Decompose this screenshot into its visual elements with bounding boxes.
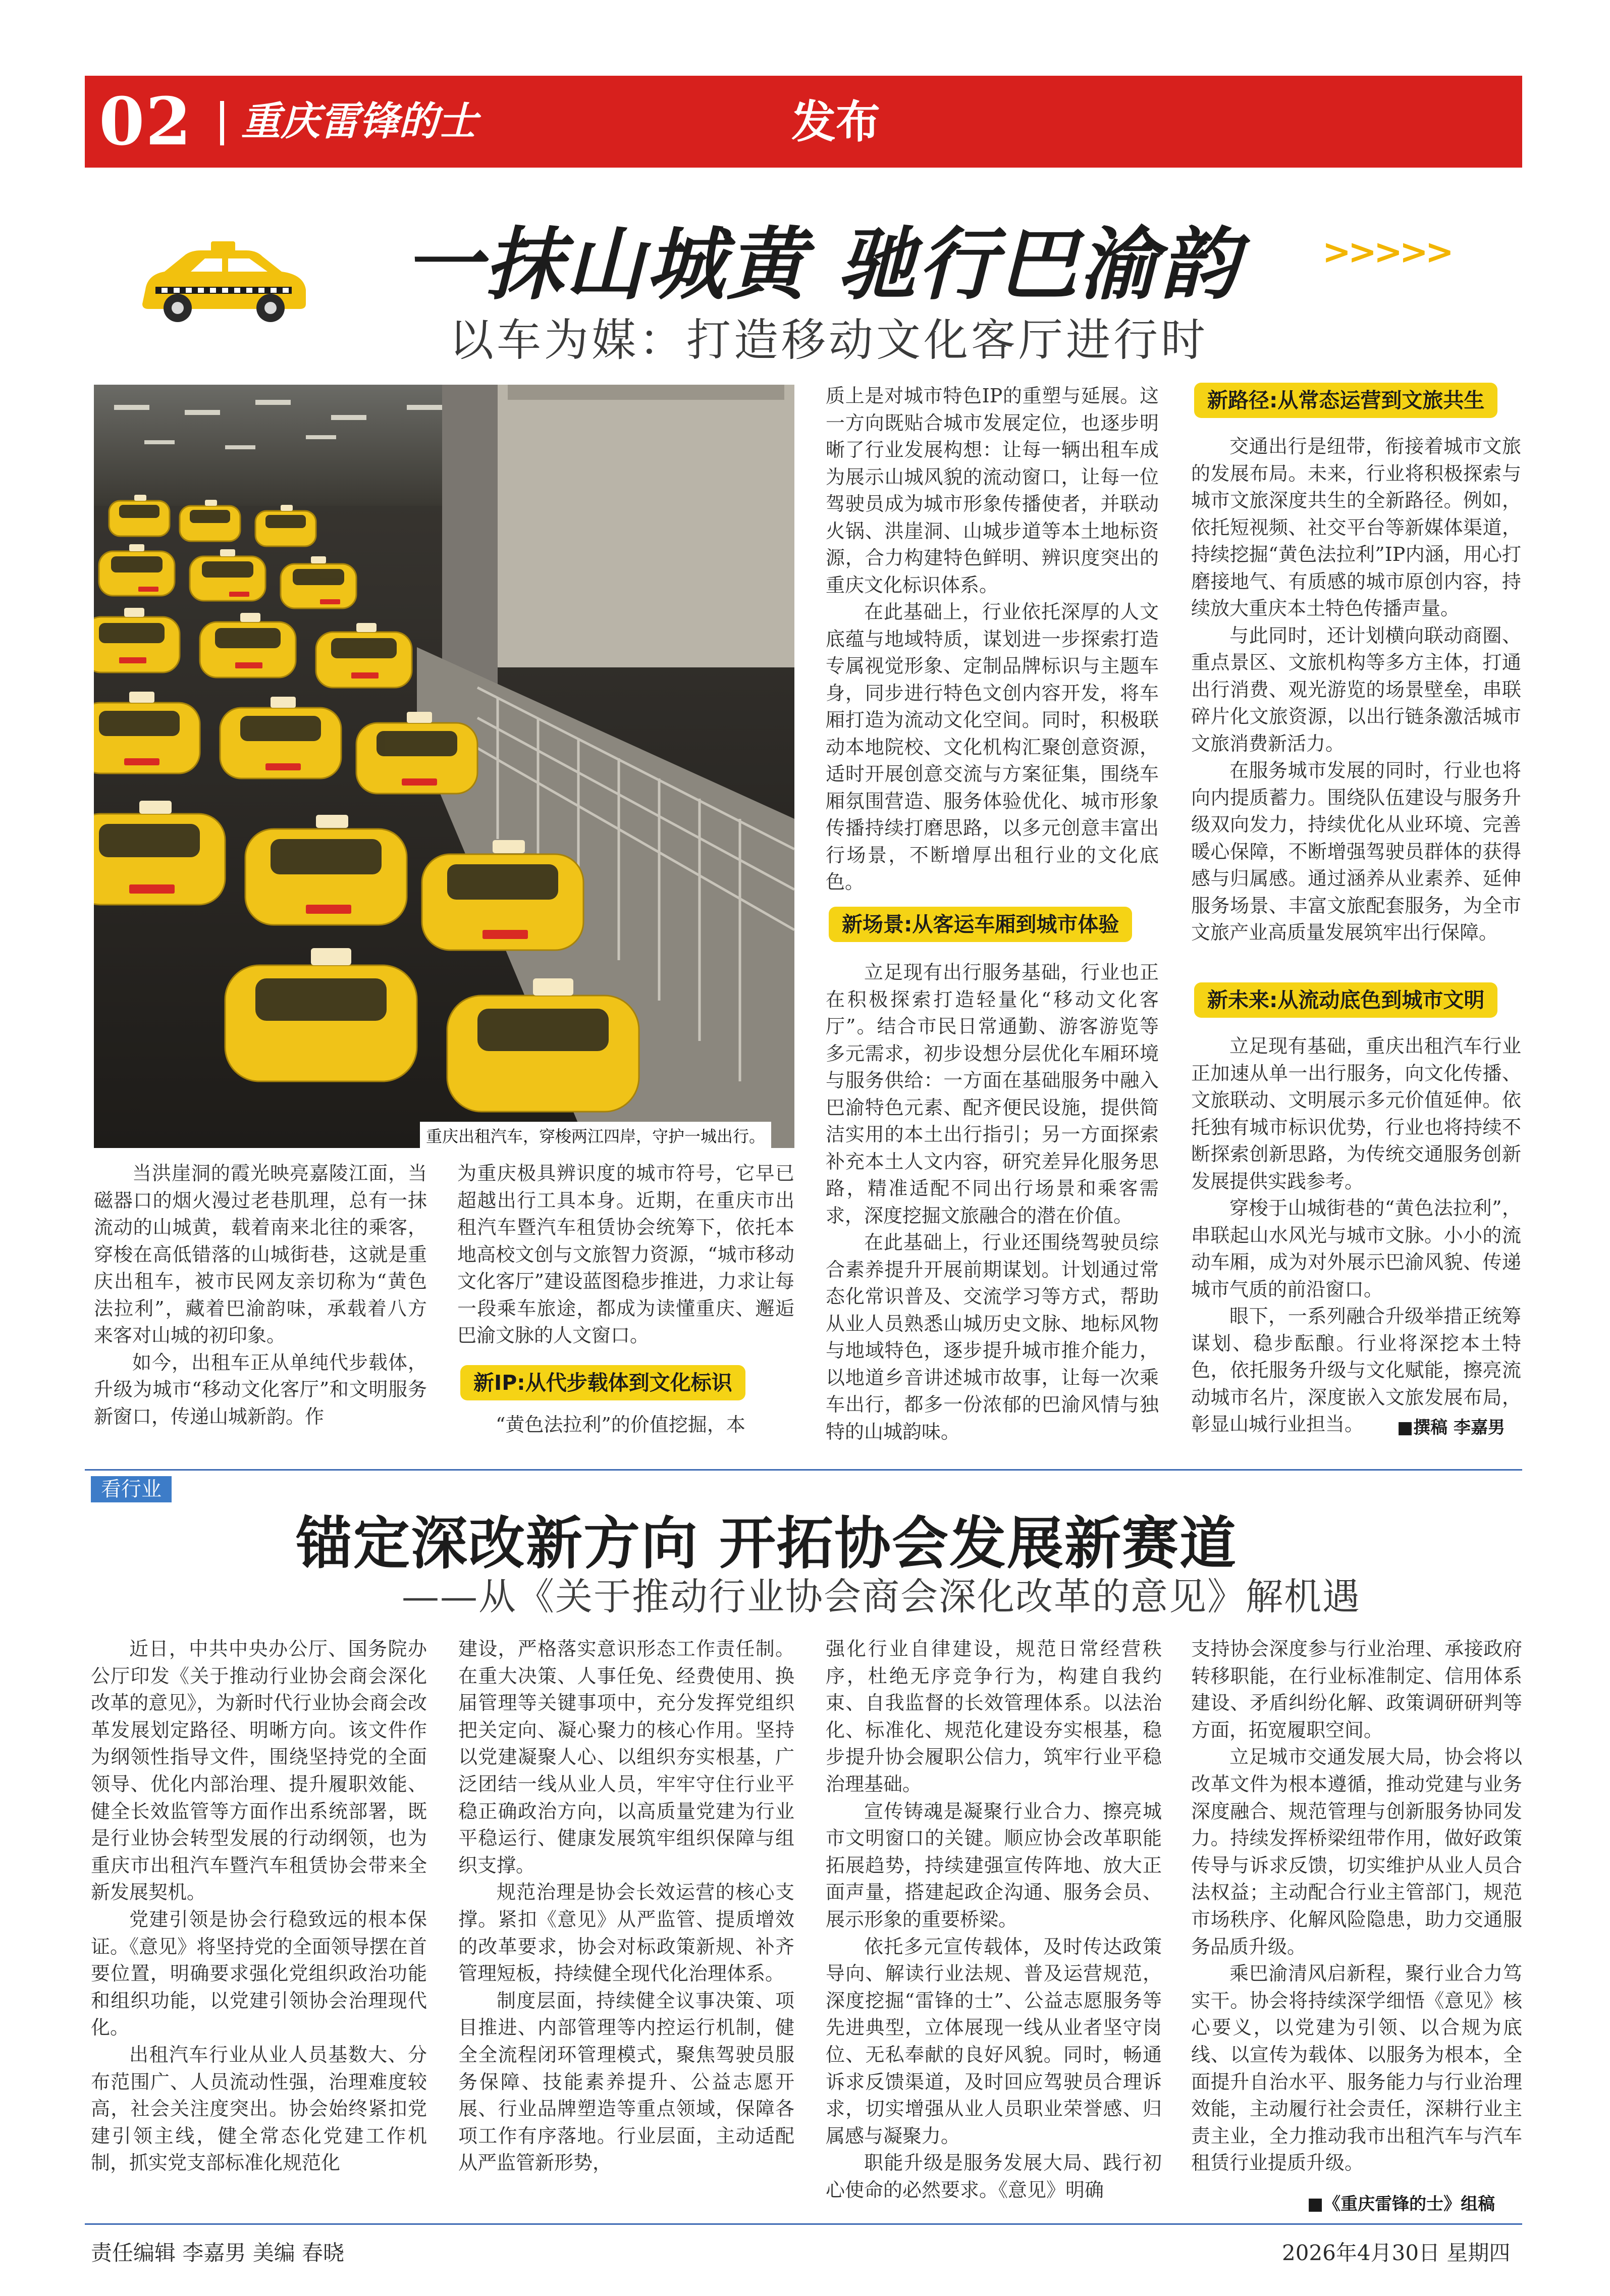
story1-column-3-cont xyxy=(826,959,1159,1445)
paragraph: 在此基础上，行业还围绕驾驶员综合素养提升开展前期谋划。计划通过常态化常识普及、交流学习等方式，帮助从业人员熟悉山城历史文脉、地标风物与地域特色，逐步提升城市推介能力，以地道乡音讲述城市故事，让每一次乘车出行，都多一份浓郁的巴渝风情与独特的山城韵味。 xyxy=(826,1231,1159,1443)
taxi-photo xyxy=(94,385,794,1148)
paragraph: 交通出行是纽带，衔接着城市文旅的发展布局。未来，行业将积极探索与城市文旅深度共生的全新路径。例如，依托短视频、社交平台等新媒体渠道，持续挖掘“黄色法拉利”IP内涵，用心打磨接地气、有质感的城市原创内容，持续放大重庆本土特色传播声量。 xyxy=(1191,435,1521,619)
paragraph: 穿梭于山城街巷的“黄色法拉利”，串联起山水风光与城市文脉。小小的流动车厢，成为对外展示巴渝风貌、传递城市气质的前沿窗口。 xyxy=(1191,1197,1521,1300)
story1-headline: 一抹山城黄 驰行巴渝韵 xyxy=(404,219,1241,310)
photo-caption: 重庆出租汽车，穿梭两江四岸，守护一城出行。 xyxy=(420,1122,771,1149)
subhead-tag-future: 新未来:从流动底色到城市文明 xyxy=(1194,982,1497,1018)
masthead-logo: 重庆雷锋的士 xyxy=(241,98,478,144)
story2-column-4 xyxy=(1191,1636,1522,2177)
story1-column-2 xyxy=(457,1160,794,1349)
paragraph: 规范治理是协会长效运营的核心支撑。紧扣《意见》从严监管、提质增效的改革要求，协会对标政策新规、补齐管理短板，持续健全现代化治理体系。 xyxy=(458,1881,794,1985)
paragraph: 立足城市交通发展大局，协会将以改革文件为根本遵循，推动党建与业务深度融合、规范管理与创新服务协同发力。持续发挥桥梁纽带作用，做好政策传导与诉求反馈，切实维护从业人员合法权益；主动配合行业主管部门，规范市场秩序、化解风险隐患，助力交通服务品质升级。 xyxy=(1191,1746,1522,1958)
paragraph: 立足现有出行服务基础，行业也正在积极探索打造轻量化“移动文化客厅”。结合市民日常通勤、游客游览等多元需求，初步设想分层优化车厢环境与服务供给：一方面在基础服务中融入巴渝特色元素、配齐便民设施，提供简洁实用的本土出行指引；另一方面探索补充本土人文内容，研究差异化服务思路，精准适配不同出行场景和乘客需求，深度挖掘文旅融合的潜在价值。 xyxy=(826,961,1159,1227)
subhead-tag-scene: 新场景:从客运车厢到城市体验 xyxy=(829,907,1132,942)
paragraph: 在此基础上，行业依托深厚的人文底蕴与地域特质，谋划进一步探索打造专属视觉形象、定制品牌标识与主题车身，同步进行特色文创内容开发，将车厢打造为流动文化空间。同时，积极联动本地院校、文化机构汇聚创意资源，适时开展创意交流与方案征集，围绕车厢氛围营造、服务体验优化、城市形象传播持续打磨思路，以多元创意丰富出行场景，不断增厚出租行业的文化底色。 xyxy=(826,601,1159,893)
page-number: 02 xyxy=(99,83,192,160)
story2-subtitle: ——从《关于推动行业协会商会深化改革的意见》解机遇 xyxy=(402,1575,1361,1619)
paragraph: 支持协会深度参与行业治理、承接政府转移职能，在行业标准制定、信用体系建设、矛盾纠纷化解、政策调研研判等方面，拓宽履职空间。 xyxy=(1191,1638,1522,1741)
paragraph: 宣传铸魂是凝聚行业合力、擦亮城市文明窗口的关键。顺应协会改革职能拓展趋势，持续建强宣传阵地、放大正面声量，搭建起政企沟通、服务会员、展示形象的重要桥梁。 xyxy=(826,1800,1162,1930)
footer-editors: 责任编辑 李嘉男 美编 春晓 xyxy=(91,2240,345,2265)
column-tag: 看行业 xyxy=(91,1476,172,1502)
subhead-tag-path: 新路径:从常态运营到文旅共生 xyxy=(1194,383,1497,418)
taxi-icon xyxy=(135,239,313,325)
paragraph: “黄色法拉利”的价值挖掘，本 xyxy=(496,1414,745,1436)
paragraph: 为重庆极具辨识度的城市符号，它早已超越出行工具本身。近期，在重庆市出租汽车暨汽车租赁协会统筹下，依托本地高校文创与文旅智力资源，“城市移动文化客厅”建设蓝图稳步推进，力求让每一段乘车旅途，都成为读懂重庆、邂逅巴渝文脉的人文窗口。 xyxy=(457,1162,794,1346)
footer-date: 2026年4月30日 星期四 xyxy=(1282,2240,1511,2265)
story1-column-2-cont xyxy=(457,1412,794,1439)
paragraph: 如今，出租车正从单纯代步载体，升级为城市“移动文化客厅”和文明服务新窗口，传递山城新韵。作 xyxy=(94,1351,427,1428)
paragraph: 出租汽车行业从业人员基数大、分布范围广、人员流动性强，治理难度较高，社会关注度突出。协会始终紧扣党建引领主线，健全常态化党建工作机制，抓实党支部标准化规范化 xyxy=(91,2043,427,2174)
paragraph: 依托多元宣传载体，及时传达政策导向、解读行业法规、普及运营规范，深度挖掘“雷锋的士”、公益志愿服务等先进典型，立体展现一线从业者坚守岗位、无私奉献的良好风貌。同时，畅通诉求反馈渠道，及时回应驾驶员合理诉求，切实增强从业人员职业荣誉感、归属感与凝聚力。 xyxy=(826,1935,1162,2147)
subhead-tag-newip: 新IP:从代步载体到文化标识 xyxy=(460,1365,745,1400)
header-divider xyxy=(220,101,224,145)
paragraph: 制度层面，持续健全议事决策、项目推进、内部管理等内控运行机制，健全全流程闭环管理模式，聚焦驾驶员服务保障、技能素养提升、公益志愿开展、行业品牌塑造等重点领域，保障各项工作有序落地。行业层面，主动适配从严监管新形势， xyxy=(458,1989,794,2174)
story1-column-4 xyxy=(1191,433,1521,947)
story1-column-1 xyxy=(94,1160,427,1430)
paragraph: 与此同时，还计划横向联动商圈、重点景区、文旅机构等多方主体，打通出行消费、观光游览的场景壁垒，串联碎片化文旅资源，以出行链条激活城市文旅消费新活力。 xyxy=(1191,624,1521,755)
paragraph: 近日，中共中央办公厅、国务院办公厅印发《关于推动行业协会商会深化改革的意见》，为新时代行业协会商会改革发展划定路径、明晰方向。该文件作为纲领性指导文件，围绕坚持党的全面领导、优化内部治理、提升履职效能、健全长效监管等方面作出系统部署，既是行业协会转型发展的行动纲领，也为重庆市出租汽车暨汽车租赁协会带来全新发展契机。 xyxy=(91,1638,427,1904)
paragraph: 在服务城市发展的同时，行业也将向内提质蓄力。围绕队伍建设与服务升级双向发力，持续优化从业环境、完善暖心保障，不断增强驾驶员群体的获得感与归属感。通过涵养从业素养、延伸服务场景、丰富文旅配套服务，为全市文旅产业高质量发展筑牢出行保障。 xyxy=(1191,759,1521,944)
paragraph: 职能升级是服务发展大局、践行初心使命的必然要求。《意见》明确 xyxy=(826,2152,1162,2201)
story1-subtitle: 以车为媒：打造移动文化客厅进行时 xyxy=(449,314,1209,366)
paragraph: 质上是对城市特色IP的重塑与延展。这一方向既贴合城市发展定位，也逐步明晰了行业发展构想：让每一辆出租车成为展示山城风貌的流动窗口，让每一位驾驶员成为城市形象传播使者，并联动火锅、洪崖洞、山城步道等本土地标资源，合力构建特色鲜明、辨识度突出的重庆文化标识体系。 xyxy=(826,385,1159,596)
paragraph: 建设，严格落实意识形态工作责任制。在重大决策、人事任免、经费使用、换届管理等关键事项中，充分发挥党组织把关定向、凝心聚力的核心作用。坚持以党建凝聚人心、以组织夯实根基，广泛团结一线从业人员，牢牢守住行业平稳正确政治方向，以高质量党建为行业平稳运行、健康发展筑牢组织保障与组织支撑。 xyxy=(458,1638,794,1876)
story1-column-3 xyxy=(826,383,1159,896)
story1-byline: ■撰稿 李嘉男 xyxy=(1397,1418,1505,1438)
story2-byline: ■《重庆雷锋的士》组稿 xyxy=(1307,2194,1495,2214)
story1-column-4-cont xyxy=(1191,1033,1521,1438)
chevron-arrows-icon: >>>>> xyxy=(1322,232,1451,272)
paragraph: 强化行业自律建设，规范日常经营秩序，杜绝无序竞争行为，构建自我约束、自我监督的长效管理体系。以法治化、标准化、规范化建设夯实根基，稳步提升协会履职公信力，筑牢行业平稳治理基础。 xyxy=(826,1638,1162,1795)
section-title: 发布 xyxy=(791,95,881,148)
story2-headline: 锚定深改新方向 开拓协会发展新赛道 xyxy=(296,1510,1237,1577)
paragraph: 当洪崖洞的霞光映亮嘉陵江面，当磁器口的烟火漫过老巷肌理，总有一抹流动的山城黄，载着南来北往的乘客，穿梭在高低错落的山城街巷，这就是重庆出租车，被市民网友亲切称为“黄色法拉利”，藏着巴渝韵味，承载着八方来客对山城的初印象。 xyxy=(94,1162,427,1346)
footer-rule xyxy=(85,2223,1522,2225)
paragraph: 乘巴渝清风启新程，聚行业合力笃实干。协会将持续深学细悟《意见》核心要义，以党建为引领、以合规为底线、以宣传为载体、以服务为根本，全面提升自治水平、服务能力与行业治理效能，主动履行社会责任，深耕行业主责主业，全力推动我市出租汽车与汽车租赁行业提质升级。 xyxy=(1191,1962,1522,2174)
paragraph: 党建引领是协会行稳致远的根本保证。《意见》将坚持党的全面领导摆在首要位置，明确要求强化党组织政治功能和组织功能，以党建引领协会治理现代化。 xyxy=(91,1908,427,2039)
story2-column-2 xyxy=(458,1636,794,2177)
paragraph: 眼下，一系列融合升级举措正统筹谋划、稳步酝酿。行业将深挖本土特色，依托服务升级与文化赋能，擦亮流动城市名片，深度嵌入文旅发展布局，彰显山城行业担当。 xyxy=(1191,1305,1521,1435)
paragraph: 立足现有基础，重庆出租汽车行业正加速从单一出行服务，向文化传播、文旅联动、文明展示多元价值延伸。依托独有城市标识优势，行业也将持续不断探索创新思路，为传统交通服务创新发展提供实践参考。 xyxy=(1191,1035,1521,1192)
section-divider xyxy=(85,1469,1522,1471)
story2-column-3 xyxy=(826,1636,1162,2204)
story2-column-1 xyxy=(91,1636,427,2177)
